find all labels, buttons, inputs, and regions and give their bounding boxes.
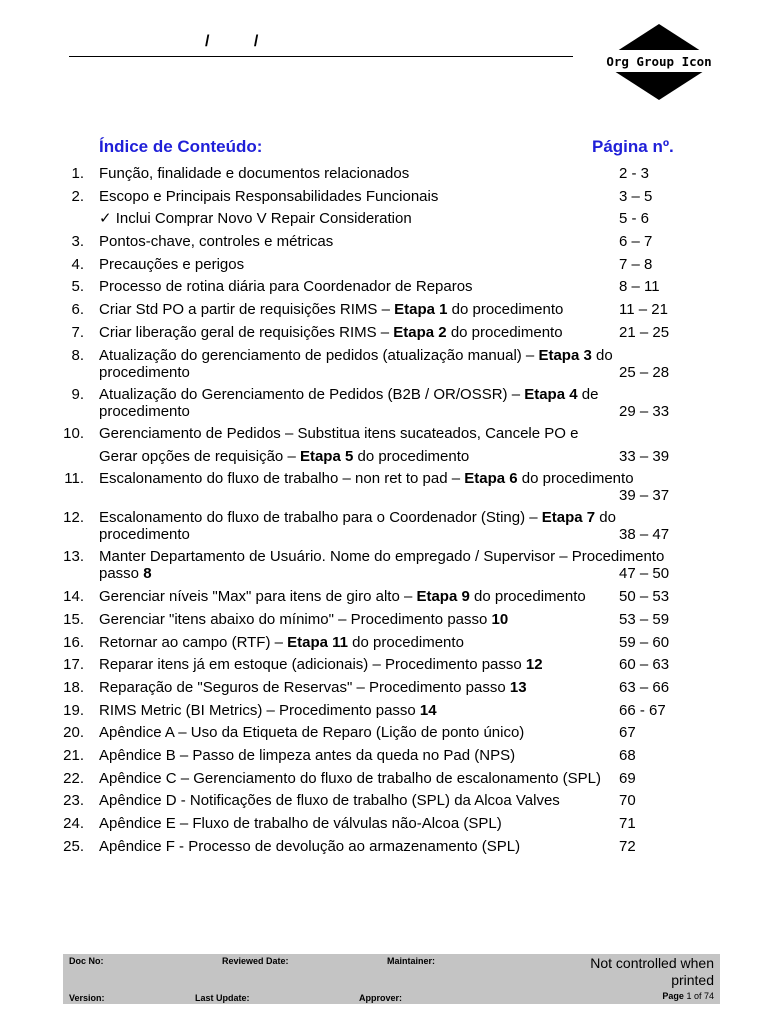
org-logo [600,24,718,100]
toc-item-text [99,278,473,295]
toc-item-page: 25 – 28 [619,364,670,381]
toc-item-text-main: Escalonamento do fluxo de trabalho para o Coordenador (Sting) – [99,509,542,526]
toc-item-page: 66 - 67 [619,702,666,719]
toc-item-text-tail: de [577,386,599,403]
toc-item-page: 6 – 7 [619,233,653,250]
toc-page-heading: Página nº. [592,137,674,156]
toc-item-step: 12 [525,656,543,673]
toc-item-step: 14 [419,702,437,719]
toc-item-number: 7. [71,324,84,341]
footer-bar [63,954,720,1004]
toc-item-text-main: Criar liberação geral de requisições RIMS – [99,324,394,341]
toc-item-number: 24. [63,815,84,832]
toc-item-number: 18. [63,679,84,696]
toc-item-text [99,724,524,741]
toc-item-page: 60 – 63 [619,656,670,673]
toc-item-text [99,386,598,403]
toc-item-step: Etapa 6 [464,470,518,487]
toc-item-text-main: Gerenciamento de Pedidos – Substitua itens sucateados, Cancele PO e [99,425,579,442]
toc-item-step: Etapa 9 [416,588,470,605]
toc-item-page: 47 – 50 [619,565,670,582]
toc-item-page: 11 – 21 [619,301,668,318]
toc-item-text-tail: do procedimento [446,324,563,341]
toc-item-step: Etapa 11 [287,634,348,651]
toc-item-text-tail: do procedimento [469,588,586,605]
toc-item-step: Etapa 3 [538,347,592,364]
toc-item-text-line2 [99,565,152,582]
toc-item-text [99,702,437,719]
diamond-logo-icon [600,24,718,100]
toc-item-step: 8 [143,565,152,582]
toc-item-text [99,815,502,832]
toc-item-number: 15. [63,611,84,628]
toc-item-page: 70 [619,792,636,809]
toc-item-number: 3. [71,233,84,250]
toc-item-page: 71 [619,815,636,832]
toc-item-text-main: Pontos-chave, controles e métricas [99,233,334,250]
toc-item-step: Etapa 1 [394,301,448,318]
toc-item-number: 22. [63,770,84,787]
toc-item-page: 68 [619,747,636,764]
toc-item-number: 19. [63,702,84,719]
toc-item-number: 5. [71,278,84,295]
footer-page-number [662,991,714,1001]
toc-item-text-tail: do procedimento [348,634,464,651]
toc-item-text-line2-main: procedimento [99,403,190,420]
toc-item-text [99,770,601,787]
toc-item-number: 17. [63,656,84,673]
toc-item-text [99,509,616,526]
toc-item-page: 5 - 6 [619,210,650,227]
toc-item-number: 11. [64,470,84,487]
toc-item-text-main: Reparar itens já em estoque (adicionais) – Procedimento passo [99,656,526,673]
toc-item-page: 38 – 47 [619,526,670,543]
toc-item-text-main: Precauções e perigos [99,256,245,273]
toc-item-number: 10. [63,425,84,442]
toc-item-text-main: Apêndice D - Notificações de fluxo de trabalho (SPL) da Alcoa Valves [99,792,560,809]
toc-item-text-main: Gerar opções de requisição – [99,448,300,465]
toc-item-text-tail: do procedimento [353,448,470,465]
toc-item-number: 25. [63,838,84,855]
toc-item-text-main: Processo de rotina diária para Coordenador de Reparos [99,278,473,295]
toc-item-page: 29 – 33 [619,403,670,420]
toc-item-text [99,233,333,250]
toc-item-number: 2. [71,188,84,205]
toc-item-text-main: Apêndice C – Gerenciamento do fluxo de trabalho de escalonamento (SPL) [99,770,601,787]
toc-item-text [99,188,438,205]
toc-item-text-main: Reparação de "Seguros de Reservas" – Procedimento passo [99,679,510,696]
toc-item-text [99,634,464,651]
toc-item-text [99,301,563,318]
toc-item-page: 53 – 59 [619,611,670,628]
toc-item-page: 63 – 66 [619,679,670,696]
footer-page-label: Page [662,991,684,1001]
toc-item-number: 21. [63,747,84,764]
toc-item-page: 2 - 3 [619,165,650,182]
toc-item-step: Etapa 2 [393,324,447,341]
footer-reviewed-date: Reviewed Date: [222,956,289,966]
header-rule [69,56,573,57]
toc-item-text-main: Manter Departamento de Usuário. Nome do empregado / Supervisor – Procedimento [99,548,665,565]
toc-item-number: 16. [63,634,84,651]
toc-item-text-line2 [99,364,190,381]
toc-item-text-main: Apêndice B – Passo de limpeza antes da queda no Pad (NPS) [99,747,516,764]
toc-item-page: 50 – 53 [619,588,670,605]
toc-item-text-main: Escopo e Principais Responsabilidades Funcionais [99,188,439,205]
toc-item-text-main: Apêndice A – Uso da Etiqueta de Reparo (Lição de ponto único) [99,724,525,741]
toc-item-text [99,425,578,442]
toc-title: Índice de Conteúdo: [99,137,263,156]
toc-item-text-main: Escalonamento do fluxo de trabalho – non ret to pad – [99,470,465,487]
toc-item-text-tail: do procedimento [447,301,564,318]
toc-item-number: 23. [63,792,84,809]
header-date-slashes: / / [205,33,259,50]
footer-note-line2: printed [671,972,714,988]
toc-item-page: 7 – 8 [619,256,653,273]
toc-item-text [99,838,520,855]
toc-item-number: 6. [71,301,84,318]
toc-item-text-line2 [99,526,190,543]
toc-item-page: 72 [619,838,636,855]
toc-item-text [99,792,560,809]
toc-item-number: 9. [71,386,84,403]
toc-item-text-main: Gerenciar "itens abaixo do mínimo" – Procedimento passo [99,611,492,628]
toc-item-page: 21 – 25 [619,324,670,341]
toc-item-text-tail: do [591,347,613,364]
toc-item-text-main: ✓ Inclui Comprar Novo V Repair Consideration [99,210,412,227]
footer-page-of: of 74 [693,991,714,1001]
toc-item-text [99,256,244,273]
toc-item-text-main: Apêndice E – Fluxo de trabalho de válvulas não-Alcoa (SPL) [99,815,502,832]
toc-item-step: Etapa 7 [541,509,596,526]
toc-item-step: Etapa 5 [299,448,354,465]
toc-item-number: 20. [63,724,84,741]
footer-maintainer: Maintainer: [387,956,436,966]
toc-item-text-tail: do [595,509,616,526]
toc-item-text-main: Gerenciar níveis "Max" para itens de giro alto – [99,588,417,605]
toc-item-text [99,165,409,182]
footer-approver: Approver: [359,993,403,1003]
toc-item-text [99,747,515,764]
toc-item-text-main: Função, finalidade e documentos relacionados [99,165,410,182]
toc-item-step: 13 [509,679,527,696]
toc-item-text [99,588,586,605]
toc-item-page: 59 – 60 [619,634,670,651]
toc-item-text [99,656,543,673]
toc-item-text-line2 [99,403,190,420]
logo-text: Org Group Icon [606,54,712,69]
footer-note-line1: Not controlled when [590,955,714,971]
toc-item-number: 14. [63,588,84,605]
toc-item-text [99,548,664,565]
toc-item-number: 4. [71,256,84,273]
toc-item-page: 69 [619,770,636,787]
toc-item-text-main: Criar Std PO a partir de requisições RIMS – [99,301,395,318]
toc-item-text [99,679,527,696]
toc-item-step: 10 [491,611,509,628]
footer-doc-no: Doc No: [69,956,104,966]
footer-control-note [590,955,714,989]
toc-item-text [99,347,613,364]
toc-item-text-main: Atualização do Gerenciamento de Pedidos (B2B / OR/OSSR) – [99,386,525,403]
toc-item-text-main: Retornar ao campo (RTF) – [99,634,288,651]
toc-item-step: Etapa 4 [524,386,578,403]
toc-item-text-tail: do procedimento [517,470,634,487]
toc-item-text-main: Atualização do gerenciamento de pedidos (atualização manual) – [99,347,539,364]
toc-item-number: 13. [63,548,84,565]
toc-item-text [99,611,508,628]
footer-version: Version: [69,993,105,1003]
toc-item-text [99,448,469,465]
toc-item-text-line2-main: procedimento [99,364,190,381]
toc-item-number: 12. [63,509,84,526]
toc-item-text-line2-main: passo [99,565,144,582]
toc-item-text [99,210,412,227]
toc-item-text-main: RIMS Metric (BI Metrics) – Procedimento passo [99,702,420,719]
toc-item-number: 8. [71,347,84,364]
toc-item-page: 39 – 37 [619,487,670,504]
toc-item-number: 1. [71,165,84,182]
toc-item-page: 8 – 11 [619,278,660,295]
footer-last-update: Last Update: [195,993,250,1003]
footer-page-num: 1 [686,991,692,1001]
toc-item-text [99,470,634,487]
toc-item-text-line2-main: procedimento [99,526,190,543]
toc-item-page: 67 [619,724,636,741]
toc-item-page: 3 – 5 [619,188,653,205]
toc-item-text [99,324,563,341]
toc-item-text-main: Apêndice F - Processo de devolução ao armazenamento (SPL) [99,838,521,855]
toc-item-page: 33 – 39 [619,448,670,465]
